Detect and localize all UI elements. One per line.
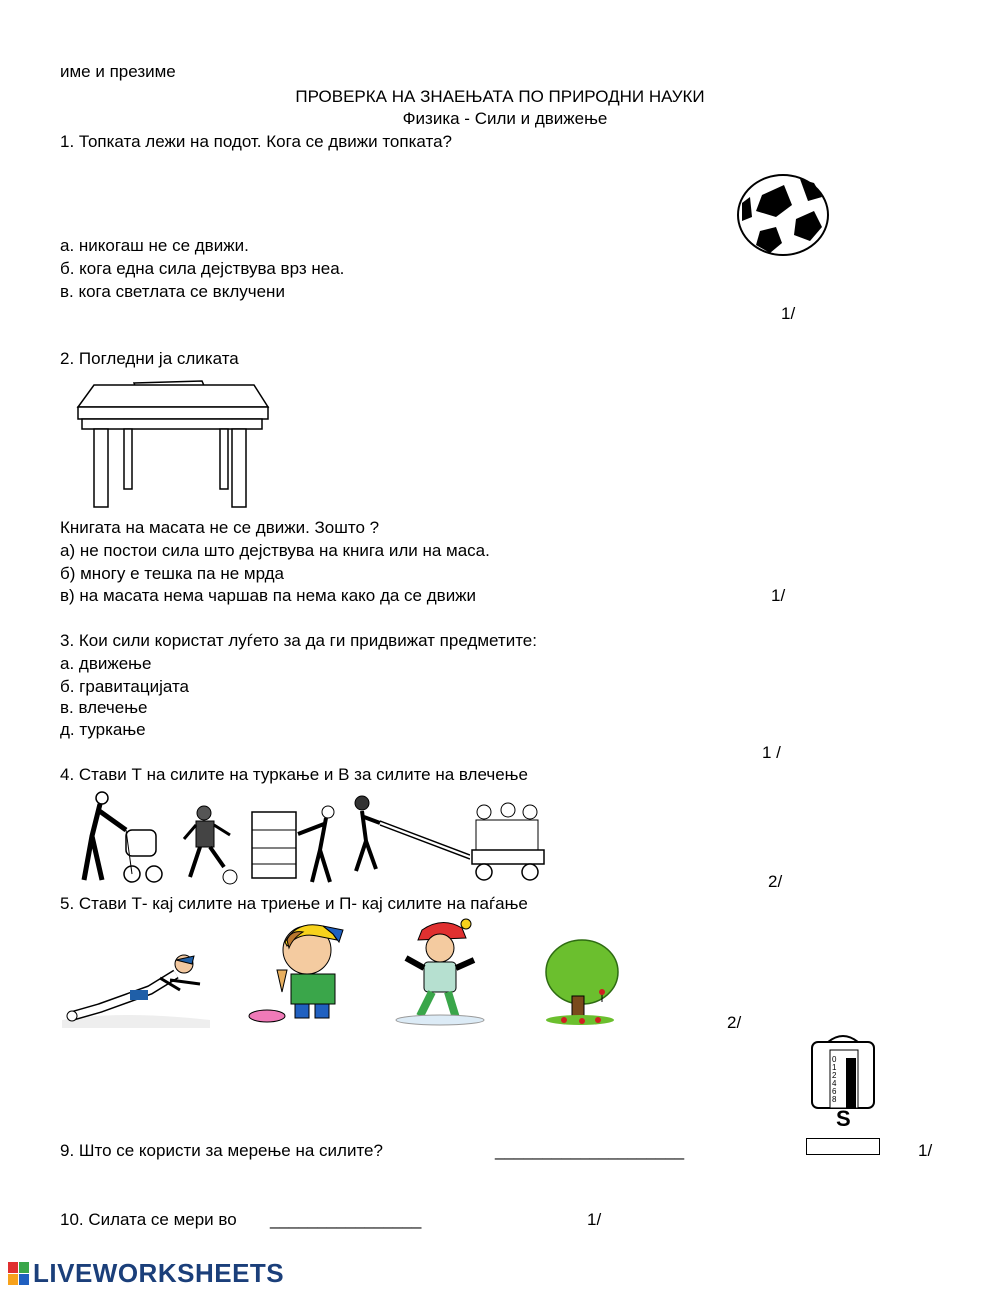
q1-option-c: в. кога светлата се вклучени bbox=[60, 282, 285, 301]
pulling-rope-icon bbox=[350, 795, 470, 875]
q10-points: 1/ bbox=[587, 1210, 602, 1229]
q3-points: 1 / bbox=[762, 743, 781, 762]
svg-text:S: S bbox=[836, 1106, 851, 1128]
svg-text:0: 0 bbox=[832, 1055, 837, 1064]
q1-option-a: а. никогаш не се движи. bbox=[60, 236, 249, 255]
q1-points: 1/ bbox=[781, 304, 796, 323]
q2-points: 1/ bbox=[771, 586, 786, 605]
svg-text:4: 4 bbox=[832, 1079, 837, 1088]
svg-text:8: 8 bbox=[832, 1095, 837, 1104]
page-subtitle: Физика - Сили и движење bbox=[402, 109, 608, 128]
q9-question: 9. Што се користи за мерење на силите? bbox=[60, 1141, 383, 1160]
kicking-ball-icon bbox=[180, 805, 240, 887]
q2-question: 2. Погледни ја сликата bbox=[60, 349, 239, 368]
page-title: ПРОВЕРКА НА ЗНАЕЊАТА ПО ПРИРОДНИ НАУКИ bbox=[295, 87, 705, 106]
answer-box[interactable] bbox=[806, 1138, 880, 1155]
svg-text:2: 2 bbox=[832, 1071, 837, 1080]
svg-text:6: 6 bbox=[832, 1087, 837, 1096]
apple-tree-icon bbox=[542, 938, 620, 1026]
q3-option-a: а. движење bbox=[60, 654, 152, 673]
q2-prompt: Книгата на масата не се движи. Зошто ? bbox=[60, 518, 380, 537]
q10-blank[interactable]: ________________ bbox=[270, 1210, 422, 1229]
brand-name: LIVEWORKSHEETS bbox=[33, 1258, 285, 1288]
q3-option-b: б. гравитацијата bbox=[60, 677, 190, 696]
q1-option-b: б. кога една сила дејствува врз неа. bbox=[60, 259, 345, 278]
name-label: име и презиме bbox=[60, 62, 176, 81]
sliding-player-icon bbox=[60, 950, 216, 1028]
q9-blank[interactable]: ____________________ bbox=[495, 1141, 685, 1160]
slipping-on-ice-icon bbox=[392, 918, 488, 1026]
pushing-stroller-icon bbox=[66, 790, 166, 886]
q10-question: 10. Силата се мери во bbox=[60, 1210, 237, 1229]
q2-option-b: б) многу е тешка па не мрда bbox=[60, 564, 285, 583]
wagon-with-kids-icon bbox=[470, 800, 546, 882]
q3-option-c: в. влечење bbox=[60, 698, 148, 717]
q3-option-d: д. туркање bbox=[60, 720, 146, 739]
liveworksheets-logo bbox=[8, 1258, 284, 1289]
table-with-book-icon bbox=[74, 377, 270, 509]
q4-points: 2/ bbox=[768, 872, 783, 891]
q1-question: 1. Топката лежи на подот. Кога се движи топката? bbox=[60, 132, 452, 151]
dropped-ice-cream-icon bbox=[247, 920, 347, 1028]
q2-option-a: а) не постои сила што дејствува на книга или на маса. bbox=[60, 541, 490, 560]
q3-question: 3. Кои сили користат луѓето за да ги придвижат предметите: bbox=[60, 631, 537, 650]
lws-logo-icon bbox=[8, 1262, 30, 1286]
q5-question: 5. Стави Т- кај силите на триење и П- кај силите на паѓање bbox=[60, 894, 528, 913]
svg-text:1: 1 bbox=[832, 1063, 837, 1072]
q2-option-c: в) на масата нема чаршав па нема како да се движи bbox=[60, 586, 477, 605]
q5-points: 2/ bbox=[727, 1013, 742, 1032]
spring-scale-icon bbox=[806, 1032, 880, 1128]
q9-points: 1/ bbox=[918, 1141, 933, 1160]
soccer-ball-icon bbox=[736, 173, 830, 257]
pushing-dresser-icon bbox=[250, 800, 346, 886]
q4-question: 4. Стави Т на силите на туркање и В за силите на влечење bbox=[60, 765, 528, 784]
